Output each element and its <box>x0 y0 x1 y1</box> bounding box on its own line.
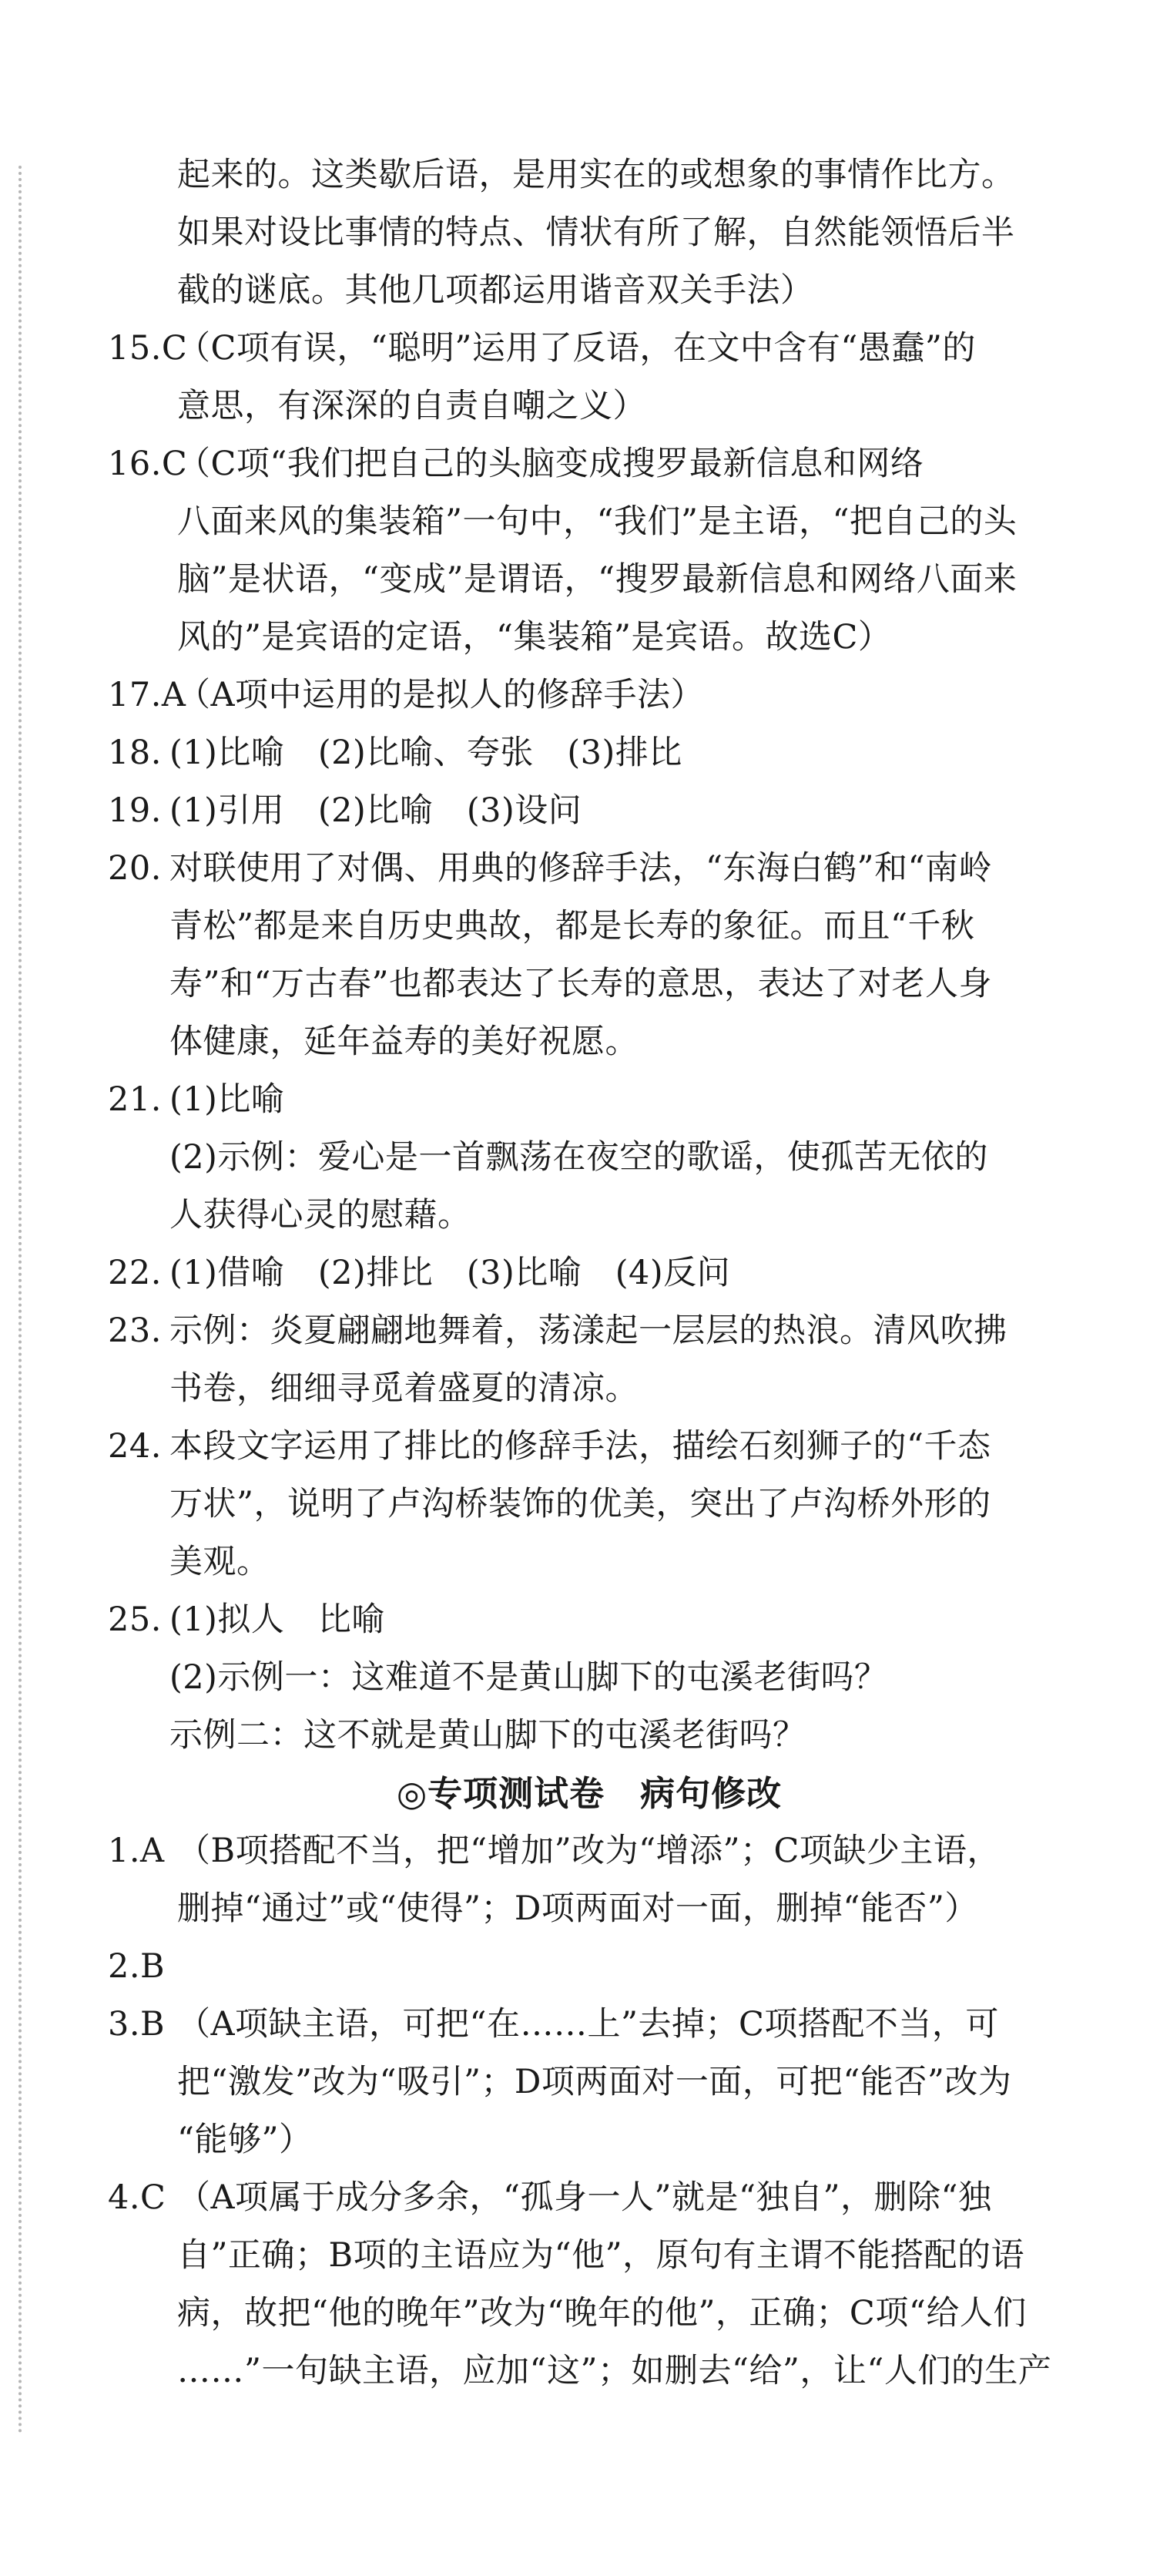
answer-item-18 <box>108 724 1071 782</box>
answer-item-24 <box>108 1418 1071 1476</box>
answer-item-17 <box>108 667 1071 724</box>
text-line: 意思，有深深的自责自嘲之义） <box>177 387 646 425</box>
text-line: 美观。 <box>169 1543 270 1581</box>
text-line: 脑”是状语，“变成”是谓语，“搜罗最新信息和网络八面来 <box>177 560 1018 599</box>
text-line: 病，故把“他的晚年”改为“晚年的他”，正确；C项“给人们 <box>177 2294 1027 2333</box>
item-number: 24. <box>108 1427 162 1466</box>
item-number: 17.A <box>108 676 186 714</box>
item-number: 21. <box>108 1080 162 1119</box>
item-text: (1)比喻 <box>169 1080 285 1119</box>
text-line: 青松”都是来自历史典故，都是长寿的象征。而且“千秋 <box>169 907 975 945</box>
item-text: (1)比喻 (2)比喻、夸张 (3)排比 <box>169 734 682 772</box>
answer-content <box>108 146 1071 2400</box>
item-text: （A项中运用的是拟人的修辞手法） <box>177 676 705 714</box>
text-line: 示例二：这不就是黄山脚下的屯溪老街吗？ <box>169 1716 806 1755</box>
answer-item-s1 <box>108 1822 1071 1880</box>
text-line: 万状”，说明了卢沟桥装饰的优美，突出了卢沟桥外形的 <box>169 1485 991 1523</box>
text-line: 寿”和“万古春”也都表达了长寿的意思，表达了对老人身 <box>169 965 992 1003</box>
text-line: 书卷，细细寻觅着盛夏的清凉。 <box>169 1369 639 1408</box>
answer-item-16 <box>108 435 1071 493</box>
item-text: （A项属于成分多余，“孤身一人”就是“独自”，删除“独 <box>177 2178 992 2217</box>
item-number: 22. <box>108 1254 162 1292</box>
item-number: 20. <box>108 849 162 888</box>
text-line: 自”正确；B项的主语应为“他”，原句有主谓不能搭配的语 <box>177 2236 1025 2275</box>
item-text: 对联使用了对偶、用典的修辞手法，“东海白鹤”和“南岭 <box>169 849 992 888</box>
answer-item-23 <box>108 1302 1071 1360</box>
text-line: 体健康，延年益寿的美好祝愿。 <box>169 1023 639 1061</box>
item-number: 1.A <box>108 1832 165 1870</box>
item-number: 23. <box>108 1312 162 1350</box>
binding-edge-dotted-line <box>18 166 22 2435</box>
answer-item-22 <box>108 1244 1071 1302</box>
answer-item-15 <box>108 320 1071 378</box>
text-line: 风的”是宾语的定语，“集装箱”是宾语。故选C） <box>177 618 892 657</box>
text-line: 八面来风的集装箱”一句中，“我们”是主语，“把自己的头 <box>177 502 1018 541</box>
text-line: 截的谜底。其他几项都运用谐音双关手法） <box>177 271 814 310</box>
item-text: （B项搭配不当，把“增加”改为“增添”；C项缺少主语， <box>177 1832 1001 1870</box>
text-line: 把“激发”改为“吸引”；D项两面对一面，可把“能否”改为 <box>177 2063 1012 2101</box>
text-line: (2)示例一：这难道不是黄山脚下的屯溪老街吗？ <box>169 1658 888 1697</box>
answer-item-20 <box>108 840 1071 898</box>
item-text: 示例：炎夏翩翩地舞着，荡漾起一层层的热浪。清风吹拂 <box>169 1312 1007 1350</box>
item-text: （C项“我们把自己的头脑变成搜罗最新信息和网络 <box>177 445 924 483</box>
item-text: (1)拟人 比喻 <box>169 1600 385 1639</box>
item-number: 4.C <box>108 2178 166 2217</box>
text-line: 起来的。这类歇后语，是用实在的或想象的事情作比方。 <box>177 156 1015 194</box>
text-line: (2)示例：爱心是一首飘荡在夜空的歌谣，使孤苦无依的 <box>169 1138 988 1177</box>
item-number: 25. <box>108 1600 162 1639</box>
answer-item-s2 <box>108 1938 1071 1996</box>
item-text: 本段文字运用了排比的修辞手法，描绘石刻狮子的“千态 <box>169 1427 991 1466</box>
answer-item-19 <box>108 782 1071 840</box>
text-line: “能够”） <box>177 2121 313 2159</box>
item-text: (1)借喻 (2)排比 (3)比喻 (4)反问 <box>169 1254 731 1292</box>
answer-item-s4 <box>108 2169 1071 2227</box>
answer-item-25 <box>108 1591 1071 1649</box>
text-line: 人获得心灵的慰藉。 <box>169 1196 471 1234</box>
item-number: 15.C <box>108 329 188 368</box>
section-title: ◎专项测试卷 病句修改 <box>396 1773 783 1814</box>
text-line: ……”一句缺主语，应加“这”；如删去“给”，让“人们的生产 <box>177 2352 1052 2390</box>
item-number: 16.C <box>108 445 188 483</box>
item-number: 3.B <box>108 2005 166 2044</box>
item-text: (1)引用 (2)比喻 (3)设问 <box>169 791 582 830</box>
text-line: 如果对设比事情的特点、情状有所了解，自然能领悟后半 <box>177 213 1015 252</box>
answer-item-s3 <box>108 1996 1071 2054</box>
text-line: 删掉“通过”或“使得”；D项两面对一面，删掉“能否”） <box>177 1889 978 1928</box>
item-number: 2.B <box>108 1947 166 1986</box>
item-number: 18. <box>108 734 162 772</box>
answer-item-21 <box>108 1071 1071 1129</box>
item-text: （C项有误，“聪明”运用了反语，在文中含有“愚蠢”的 <box>177 329 976 368</box>
item-number: 19. <box>108 791 162 830</box>
item-text: （A项缺主语，可把“在……上”去掉；C项搭配不当，可 <box>177 2005 999 2044</box>
